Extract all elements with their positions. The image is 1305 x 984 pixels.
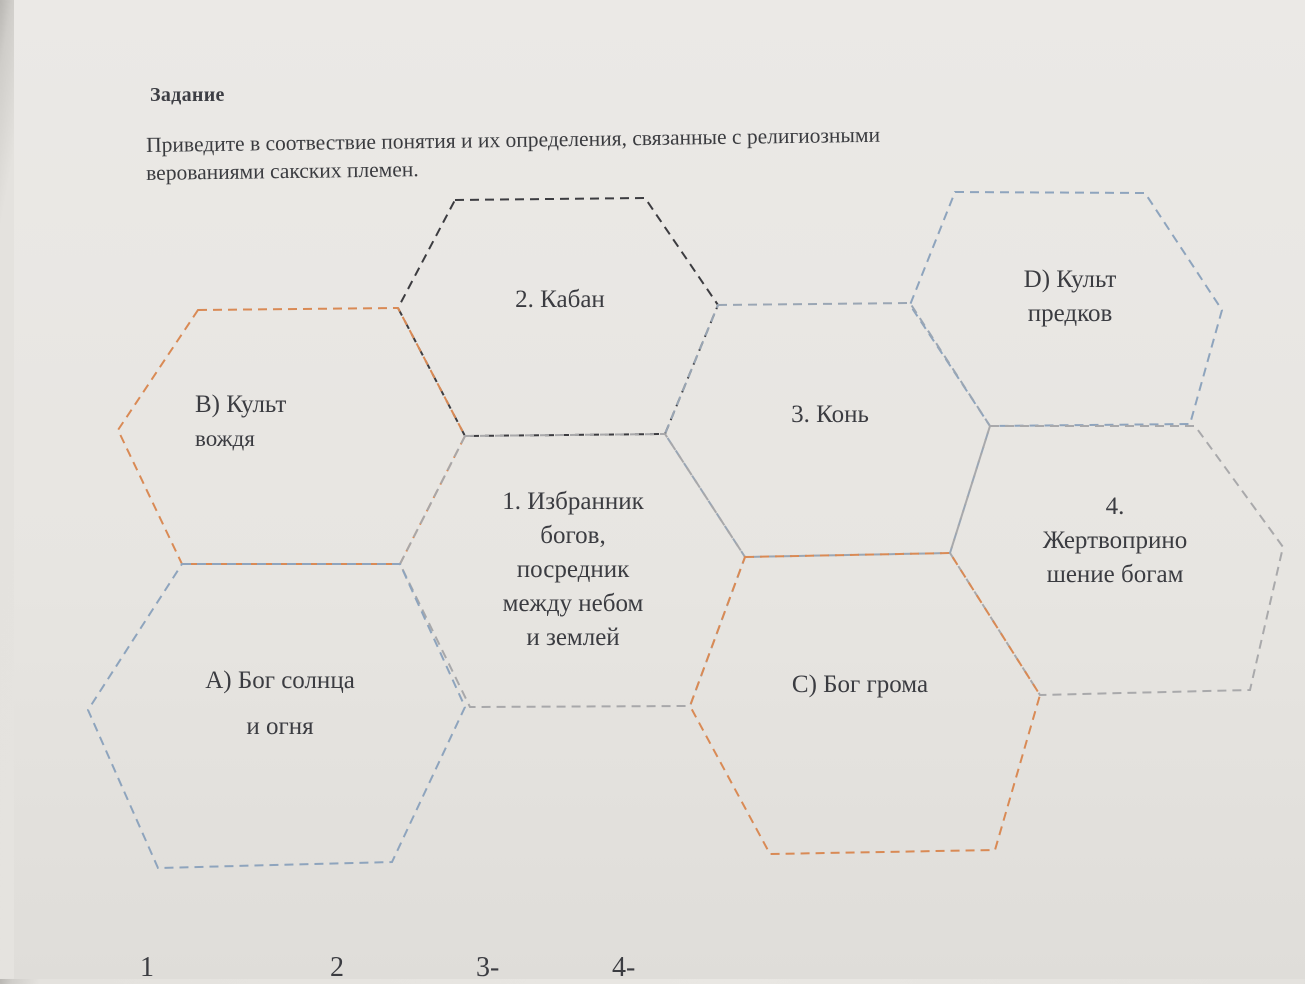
cell-izbrannik — [468, 485, 678, 655]
cell-bog-groma: C) Бог грома — [791, 671, 929, 698]
cell-izbrannik-line-5: и землей — [526, 624, 620, 651]
task-instruction-line-2: верованиями сакских племен. — [146, 157, 419, 185]
cell-izbrannik-line-3: посредник — [516, 556, 630, 583]
cell-zhertvo-line-1: 4. — [1105, 493, 1125, 520]
cell-zhertvo-line-2: Жертвоприно — [1042, 527, 1188, 554]
cell-kult-vozhdya-line-2: вождя — [195, 426, 255, 451]
answer-slot-2: 2 — [330, 952, 344, 983]
cell-kon: 3. Конь — [791, 401, 869, 428]
cell-bog-solnca — [165, 658, 395, 750]
answer-slot-3: 3- — [476, 952, 500, 983]
cell-izbrannik-line-4: между небом — [502, 590, 644, 617]
cell-kult-predkov — [985, 263, 1155, 331]
cell-bog-solnca-line-2: и огня — [246, 713, 314, 740]
cell-kaban: 2. Кабан — [515, 286, 605, 313]
cell-kult-predkov-line-1: D) Культ — [1023, 266, 1117, 293]
cell-bog-solnca-line-1: A) Бог солнца — [205, 667, 355, 694]
task-heading: Задание — [150, 84, 225, 106]
cell-izbrannik-line-1: 1. Избранник — [502, 488, 644, 515]
answer-slot-4: 4- — [612, 952, 636, 983]
answer-slot-1: 1 — [140, 952, 154, 983]
cell-zhertvo — [1015, 490, 1215, 592]
cell-izbrannik-line-2: богов, — [540, 522, 606, 549]
cell-zhertvo-line-3: шение богам — [1046, 561, 1184, 588]
hex-bog-groma — [690, 553, 1040, 854]
cell-kult-predkov-line-2: предков — [1027, 300, 1113, 327]
cell-kult-vozhdya — [195, 388, 375, 456]
task-instruction-line-1: Приведите в соотвествие понятия и их определения, связанные с религиозными — [146, 122, 881, 157]
cell-kult-vozhdya-line-1: B) Культ — [195, 391, 287, 418]
